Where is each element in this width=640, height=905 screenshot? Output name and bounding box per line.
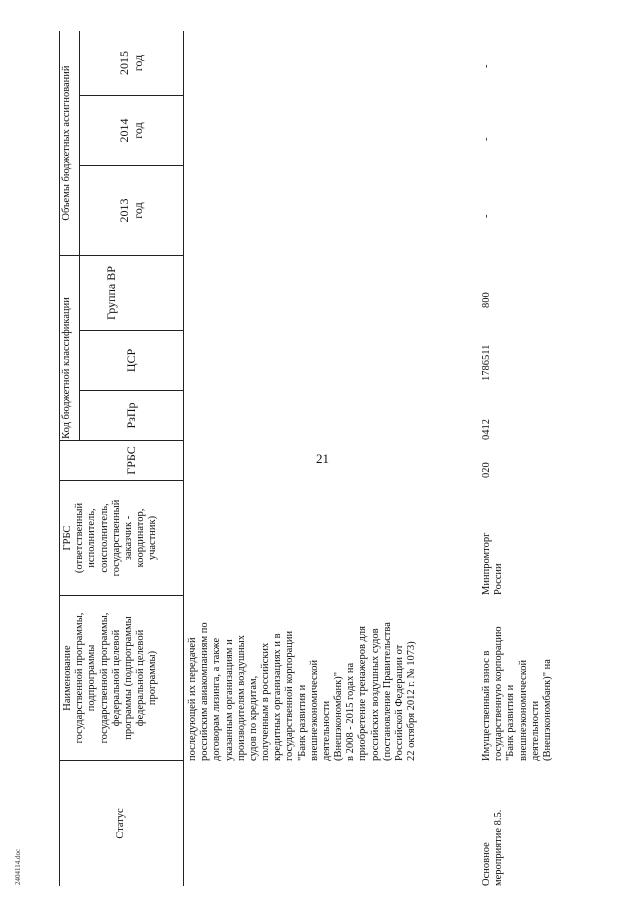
header-budget-code: Код бюджетной классификации bbox=[61, 297, 72, 439]
row-rzpr: 0412 bbox=[481, 419, 492, 440]
header-year-2015: 2015 год bbox=[116, 51, 145, 75]
budget-table bbox=[59, 31, 631, 886]
header-grbs: ГРБС (ответственный исполнитель, соисполнитель, государственный заказчик - координатор, участник) bbox=[62, 499, 159, 577]
header-year-2014: 2014 год bbox=[116, 118, 145, 143]
header-sub-rzpr: РзПр bbox=[123, 402, 138, 429]
header-volumes: Объемы бюджетных ассигнований bbox=[61, 65, 72, 221]
row-grbs-code: 020 bbox=[481, 462, 492, 478]
page-number: 21 bbox=[316, 451, 329, 466]
row-vr: 800 bbox=[481, 292, 492, 308]
table-top-rule bbox=[59, 31, 60, 886]
header-sub-csr: ЦСР bbox=[123, 348, 138, 373]
header-sub-grbs: ГРБС bbox=[123, 446, 138, 475]
header-name: Наименование государственной программы, подпрограммы государственной программы, федеральной целевой программы (подпрограммы федеральной целевой программы) bbox=[62, 612, 159, 744]
row-csr: 1786511 bbox=[481, 344, 492, 381]
header-bottom-rule bbox=[183, 31, 184, 886]
row-2013: - bbox=[481, 214, 492, 218]
continuation-text: последующей их передачей российским авиакомпаниям по договорам лизинга, а также указанным организациям и производителям воздушных судов по кредитам, полученным в российских кредитных организациях и в государственной корпорации "Банк развития и внешнеэкономической деятельности (Внешэкономбанк)" в 2008 - 2015 годах на приобретение тренажеров для российских воздушных судов (постановление Правительства Российской Федерации от 22 октября 2012 г. № 1073) bbox=[187, 622, 418, 761]
row-name: Имущественный взнос в государственную корпорацию "Банк развития и внешнеэкономической деятельности (Внешэкономбанк)" на bbox=[481, 626, 553, 761]
header-year-2013: 2013 год bbox=[116, 198, 145, 223]
header-status: Статус bbox=[114, 808, 126, 839]
header-sub-vr: Группа ВР bbox=[104, 266, 118, 320]
footer-filename: 2404114.doc bbox=[14, 848, 22, 885]
row-2014: - bbox=[481, 137, 492, 141]
row-status: Основное мероприятие 8.5. bbox=[481, 809, 505, 886]
row-grbs: Минпромторг России bbox=[481, 532, 505, 595]
row-2015: - bbox=[481, 64, 492, 68]
